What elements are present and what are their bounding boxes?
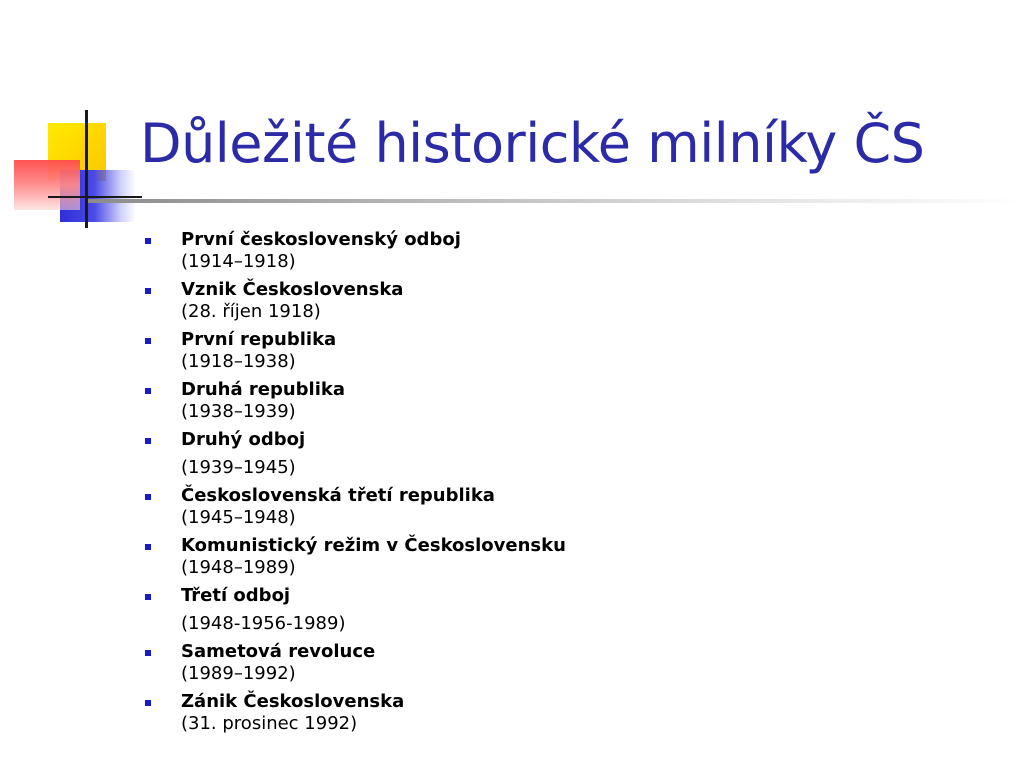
- milestone-list: [142, 229, 566, 741]
- decorative-horizontal-line: [48, 196, 142, 198]
- milestone-title: Třetí odboj: [181, 585, 291, 606]
- milestone-date: (1945–1948): [181, 507, 296, 528]
- square-bullet-icon: [145, 288, 151, 294]
- milestone-title: První československý odboj: [181, 229, 461, 250]
- list-item: [142, 329, 566, 373]
- milestone-title: Československá třetí republika: [181, 485, 495, 506]
- milestone-title: Druhá republika: [181, 379, 345, 400]
- list-item: [142, 585, 566, 635]
- list-item: [142, 379, 566, 423]
- milestone-date: (1948–1989): [181, 557, 296, 578]
- milestone-title: Druhý odboj: [181, 429, 306, 450]
- title-underline: [88, 199, 1024, 203]
- list-item: [142, 229, 566, 273]
- milestone-title: Vznik Československa: [181, 279, 404, 300]
- slide-title: Důležité historické milníky ČS: [140, 112, 925, 175]
- milestone-title: Sametová revoluce: [181, 641, 376, 662]
- list-item: [142, 485, 566, 529]
- square-bullet-icon: [145, 388, 151, 394]
- milestone-date: (28. říjen 1918): [181, 301, 321, 322]
- list-item: [142, 535, 566, 579]
- milestone-title: Zánik Československa: [181, 691, 405, 712]
- list-item: [142, 641, 566, 685]
- decorative-red-square: [14, 160, 80, 210]
- list-item: [142, 279, 566, 323]
- square-bullet-icon: [145, 700, 151, 706]
- milestone-date: (1914–1918): [181, 251, 296, 272]
- square-bullet-icon: [145, 238, 151, 244]
- milestone-title: Komunistický režim v Československu: [181, 535, 566, 556]
- square-bullet-icon: [145, 338, 151, 344]
- milestone-date: (1948-1956-1989): [181, 613, 346, 634]
- milestone-title: První republika: [181, 329, 337, 350]
- milestone-date: (1989–1992): [181, 663, 296, 684]
- decorative-vertical-line: [85, 110, 88, 228]
- list-item: [142, 691, 566, 735]
- milestone-date: (31. prosinec 1992): [181, 713, 358, 734]
- list-item: [142, 429, 566, 479]
- square-bullet-icon: [145, 594, 151, 600]
- milestone-date: (1939–1945): [181, 457, 296, 478]
- square-bullet-icon: [145, 544, 151, 550]
- square-bullet-icon: [145, 494, 151, 500]
- milestone-date: (1918–1938): [181, 351, 296, 372]
- square-bullet-icon: [145, 650, 151, 656]
- square-bullet-icon: [145, 438, 151, 444]
- milestone-date: (1938–1939): [181, 401, 296, 422]
